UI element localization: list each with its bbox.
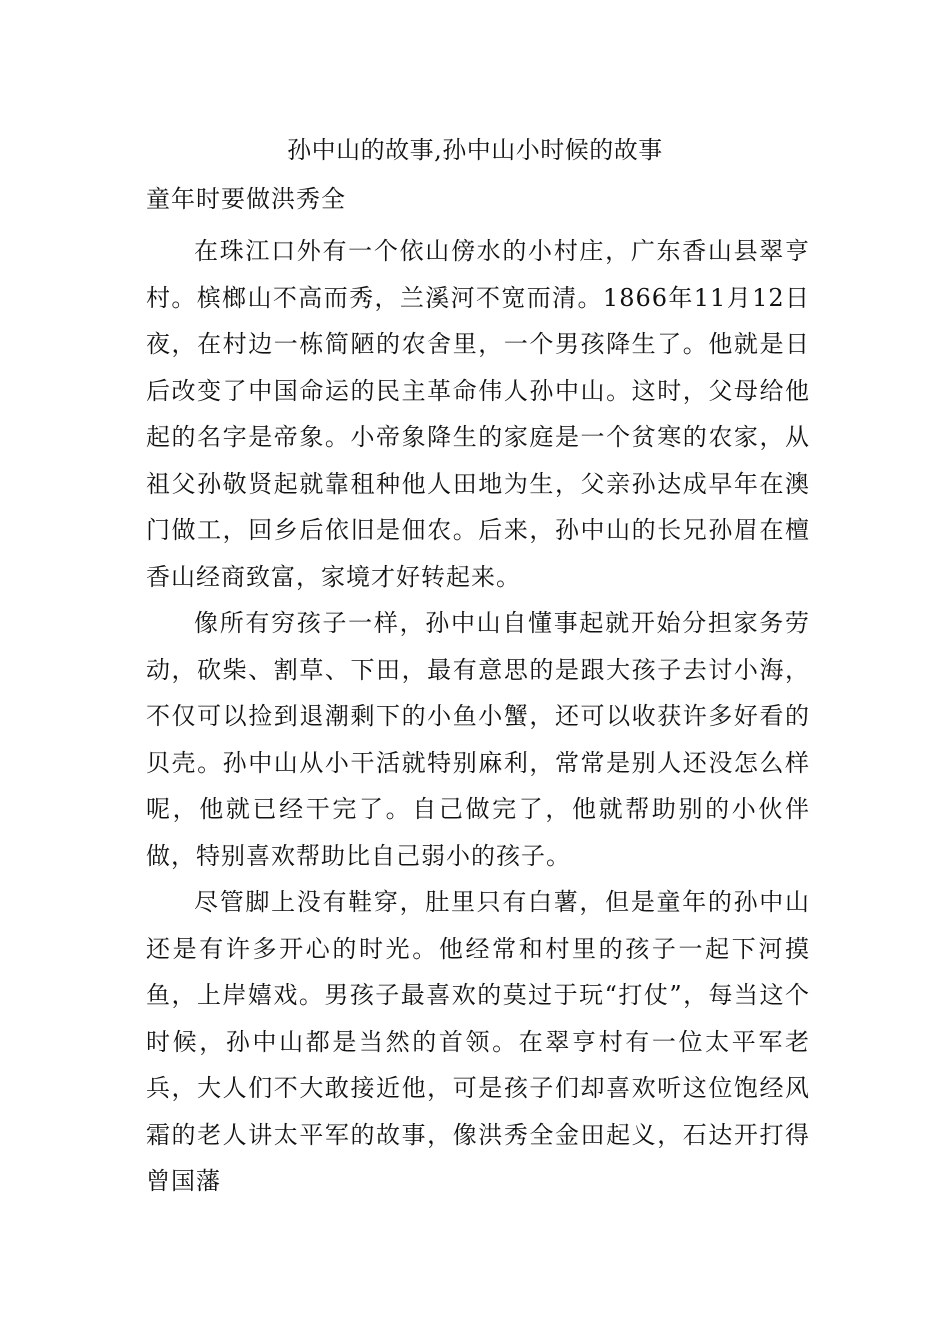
paragraph: 像所有穷孩子一样，孙中山自懂事起就开始分担家务劳动，砍柴、割草、下田，最有意思的是跟大孩子去讨小海，不仅可以捡到退潮剩下的小鱼小蟹，还可以收获许多好看的贝壳。孙中山从小干活就特别麻利，常常是别人还没怎么样呢，他就已经干完了。自己做完了，他就帮助别的小伙伴做，特别喜欢帮助比自己弱小的孩子。 (146, 609, 810, 870)
paragraph: 在珠江口外有一个依山傍水的小村庄，广东香山县翠亨村。槟榔山不高而秀，兰溪河不宽而清。1866年11月12日夜，在村边一栋简陋的农舍里，一个男孩降生了。他就是日后改变了中国命运的民主革命伟人孙中山。这时，父母给他起的名字是帝象。小帝象降生的家庭是一个贫寒的农家，从祖父孙敬贤起就靠租种他人田地为生，父亲孙达成早年在澳门做工，回乡后依旧是佃农。后来，孙中山的长兄孙眉在檀香山经商致富，家境才好转起来。 (146, 237, 810, 591)
document-title: 孙中山的故事,孙中山小时候的故事 (287, 136, 663, 164)
paragraph: 尽管脚上没有鞋穿，肚里只有白薯，但是童年的孙中山还是有许多开心的时光。他经常和村里的孩子一起下河摸鱼，上岸嬉戏。男孩子最喜欢的莫过于玩“打仗”，每当这个时候，孙中山都是当然的首领。在翠亨村有一位太平军老兵，大人们不大敢接近他，可是孩子们却喜欢听这位饱经风霜的老人讲太平军的故事，像洪秀全金田起义，石达开打得曾国藩 (146, 888, 810, 1195)
body-text (146, 228, 810, 1205)
section-heading: 童年时要做洪秀全 (146, 185, 346, 213)
